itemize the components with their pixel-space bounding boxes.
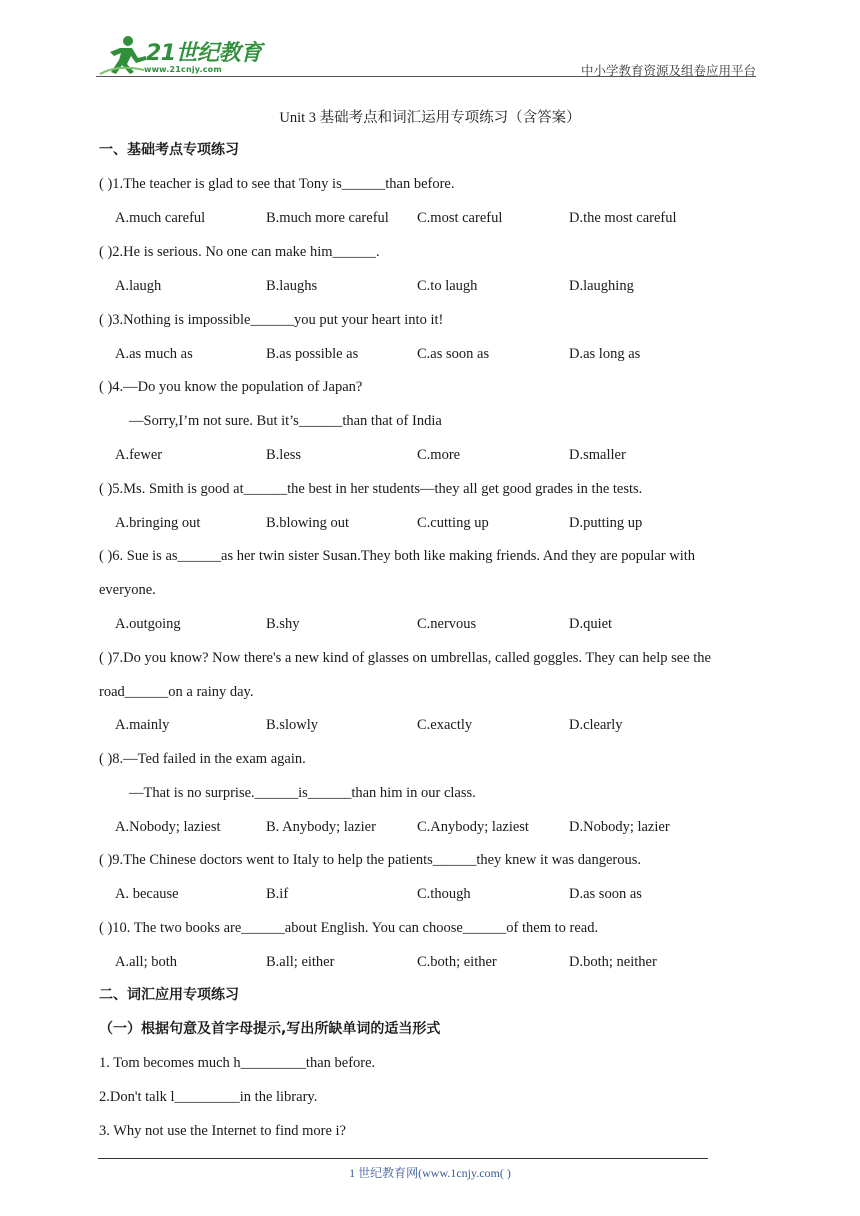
site-logo (98, 34, 268, 76)
option-c: C.more (417, 447, 461, 463)
section-heading-1: 一、基础考点专项练习 (99, 142, 239, 158)
logo-text: 21世纪教育 (146, 41, 262, 66)
header-divider (96, 76, 756, 77)
vocab-item: 2.Don't talk l_________in the library. (99, 1089, 318, 1105)
page-footer: 1 世纪教育网(www.1cnjy.com( ) (349, 1166, 511, 1180)
option-b: B.all; either (266, 954, 335, 970)
subsection-heading: （一）根据句意及首字母提示,写出所缺单词的适当形式 (99, 1021, 441, 1037)
question-stem: ( )7.Do you know? Now there's a new kind of glasses on umbrellas, called goggles. They can help see the (99, 650, 711, 666)
option-d: D.putting up (569, 515, 643, 531)
option-a: A.much careful (115, 210, 206, 226)
option-a: A.all; both (115, 954, 178, 970)
question-stem-continued: road______on a rainy day. (99, 684, 254, 700)
question-stem-continued: everyone. (99, 582, 156, 598)
option-d: D.laughing (569, 278, 634, 294)
option-b: B.laughs (266, 278, 318, 294)
question-stem: ( )3.Nothing is impossible______you put your heart into it! (99, 312, 444, 328)
question-stem: ( )1.The teacher is glad to see that Tony is______than before. (99, 176, 455, 192)
option-a: A.fewer (115, 447, 163, 463)
page-header (98, 30, 756, 78)
option-b: B.less (266, 447, 302, 463)
option-c: C.to laugh (417, 278, 478, 294)
option-c: C.cutting up (417, 515, 489, 531)
option-b: B. Anybody; lazier (266, 819, 376, 835)
vocab-item: 1. Tom becomes much h_________than before. (99, 1055, 376, 1071)
option-a: A.as much as (115, 346, 193, 362)
runner-logo-icon (98, 34, 148, 76)
question-stem-continued: —That is no surprise.______is______than him in our class. (129, 785, 476, 801)
option-a: A.laugh (115, 278, 162, 294)
option-d: D.smaller (569, 447, 626, 463)
option-d: D.quiet (569, 616, 613, 632)
option-c: C.nervous (417, 616, 477, 632)
question-stem: ( )2.He is serious. No one can make him______. (99, 244, 380, 260)
option-d: D.the most careful (569, 210, 677, 226)
option-d: D.as long as (569, 346, 641, 362)
question-stem: ( )8.—Ted failed in the exam again. (99, 751, 306, 767)
option-c: C.though (417, 886, 471, 902)
option-a: A.bringing out (115, 515, 201, 531)
page-title: Unit 3 基础考点和词汇运用专项练习（含答案） (279, 110, 581, 126)
option-b: B.if (266, 886, 289, 902)
platform-name: 中小学教育资源及组卷应用平台 (580, 64, 756, 78)
option-c: C.as soon as (417, 346, 490, 362)
option-b: B.shy (266, 616, 300, 632)
option-b: B.blowing out (266, 515, 349, 531)
option-b: B.slowly (266, 717, 318, 733)
footer-divider (98, 1158, 708, 1159)
option-b: B.much more careful (266, 210, 389, 226)
option-a: A. because (115, 886, 179, 902)
option-a: A.mainly (115, 717, 170, 733)
option-b: B.as possible as (266, 346, 359, 362)
option-c: C.Anybody; laziest (417, 819, 529, 835)
logo-url: www.21cnjy.com (144, 65, 222, 74)
option-a: A.Nobody; laziest (115, 819, 221, 835)
section-heading-2: 二、词汇应用专项练习 (99, 987, 239, 1003)
question-stem: ( )4.—Do you know the population of Japan? (99, 379, 363, 395)
option-c: C.most careful (417, 210, 503, 226)
question-stem-continued: —Sorry,I’m not sure. But it’s______than that of India (129, 413, 442, 429)
option-d: D.Nobody; lazier (569, 819, 670, 835)
option-d: D.both; neither (569, 954, 657, 970)
question-stem: ( )9.The Chinese doctors went to Italy to help the patients______they knew it was dangerous. (99, 852, 642, 868)
option-d: D.clearly (569, 717, 623, 733)
option-a: A.outgoing (115, 616, 181, 632)
option-c: C.exactly (417, 717, 473, 733)
option-c: C.both; either (417, 954, 497, 970)
question-stem: ( )5.Ms. Smith is good at______the best in her students—they all get good grades in the tests. (99, 481, 643, 497)
option-d: D.as soon as (569, 886, 642, 902)
question-stem: ( )10. The two books are______about English. You can choose______of them to read. (99, 920, 599, 936)
question-stem: ( )6. Sue is as______as her twin sister Susan.They both like making friends. And they are popular with (99, 548, 696, 564)
vocab-item: 3. Why not use the Internet to find more i? (99, 1123, 346, 1139)
